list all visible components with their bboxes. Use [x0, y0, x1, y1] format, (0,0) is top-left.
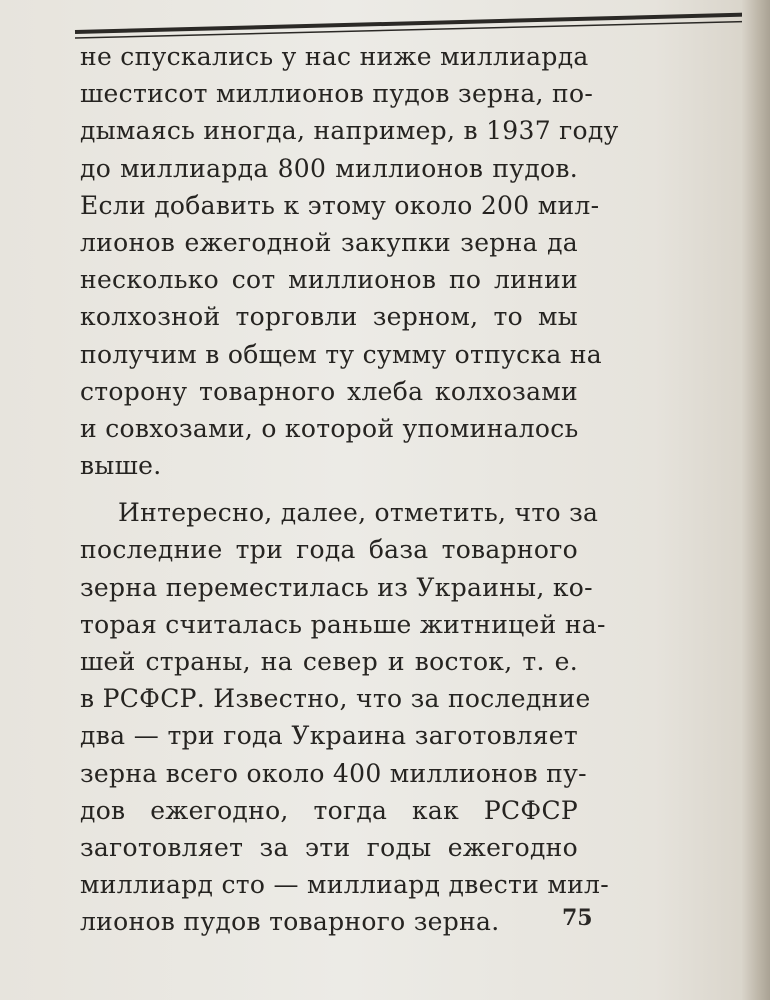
page-gutter-shadow	[742, 0, 770, 1000]
text-line: и совхозами, о которой упоминалось	[80, 413, 579, 443]
text-line: лионов пудов товарного зерна.	[80, 907, 500, 937]
text-line: несколько сот миллионов по линии	[80, 265, 578, 295]
text-line: Если добавить к этому около 200 мил-	[80, 190, 600, 220]
page-number: 75	[562, 905, 593, 931]
text-line: шей страны, на север и восток, т. е.	[80, 647, 578, 676]
top-decorative-rule	[60, 10, 770, 40]
paragraph-spacer	[80, 484, 578, 494]
text-line: в РСФСР. Известно, что за последние	[80, 684, 591, 714]
body-text	[80, 38, 619, 941]
text-line: Интересно, далее, отметить, что за	[118, 498, 599, 528]
text-line: не спускались у нас ниже миллиарда	[80, 42, 589, 71]
text-line: последние три года база товарного	[80, 535, 578, 565]
text-line: до миллиарда 800 миллионов пудов.	[80, 153, 578, 183]
text-line: дов ежегодно, тогда как РСФСР	[80, 795, 578, 825]
text-line: миллиард сто — миллиард двести мил-	[80, 870, 609, 900]
text-line: дымаясь иногда, например, в 1937 году	[80, 116, 619, 146]
text-line: зерна переместилась из Украины, ко-	[80, 572, 593, 602]
paragraph-1	[80, 38, 619, 484]
text-line: лионов ежегодной закупки зерна да	[80, 227, 578, 257]
text-line: колхозной торговли зерном, то мы	[80, 302, 578, 332]
text-line: получим в общем ту сумму отпуска на	[80, 339, 602, 369]
text-line: зерна всего около 400 миллионов пу-	[80, 758, 587, 788]
paragraph-2	[80, 494, 609, 940]
text-line: торая считалась раньше житницей на-	[80, 609, 606, 639]
text-line: выше.	[80, 451, 162, 481]
text-line: заготовляет за эти годы ежегодно	[80, 832, 578, 862]
text-line: сторону товарного хлеба колхозами	[80, 376, 578, 406]
text-line: шестисот миллионов пудов зерна, по-	[80, 79, 594, 109]
text-line: два — три года Украина заготовляет	[80, 721, 578, 751]
